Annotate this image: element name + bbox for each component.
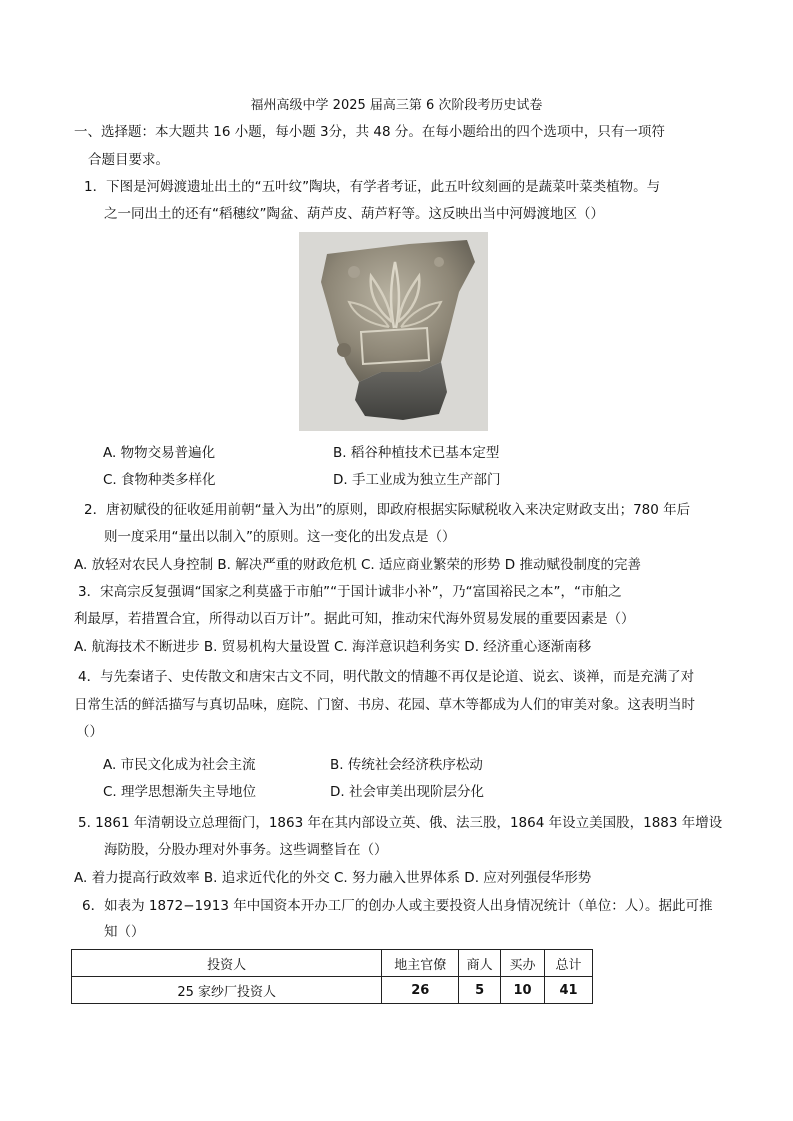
q2-options[interactable]: A. 放轻对农民人身控制 B. 解决严重的财政危机 C. 适应商业繁荣的形势 D 推动赋役制度的完善 [74, 557, 641, 573]
q3-stem-line2: 利最厚，若措置合宜，所得动以百万计”。据此可知，推动宋代海外贸易发展的重要因素是（） [74, 611, 635, 627]
table-cell: 10 [501, 977, 545, 1004]
exam-title: 福州高级中学 2025 届高三第 6 次阶段考历史试卷 [250, 98, 543, 113]
table-cell: 26 [382, 977, 459, 1004]
q5-stem-line1: 5. 1861 年清朝设立总理衙门，1863 年在其内部设立英、俄、法三股，1864 年设立美国股，1883 年增设 [78, 815, 723, 831]
q1-option-a[interactable]: A. 物物交易普遍化 [103, 445, 216, 461]
q4-stem-line2: 日常生活的鲜活描写与真切品味，庭院、门窗、书房、花园、草木等都成为人们的审美对象。这表明当时 [74, 697, 695, 713]
q4-option-a[interactable]: A. 市民文化成为社会主流 [103, 757, 256, 773]
section-instruction-line2: 合题目要求。 [88, 152, 169, 168]
pottery-shard-illustration [299, 232, 488, 431]
table-header-cell: 买办 [501, 950, 545, 977]
q2-stem-line1: 2．唐初赋役的征收延用前朝“量入为出”的原则，即政府根据实际赋税收入来决定财政支出；780 年后 [84, 502, 691, 518]
table-cell: 25 家纱厂投资人 [72, 977, 382, 1004]
q4-option-d[interactable]: D. 社会审美出现阶层分化 [330, 784, 484, 800]
q1-stem-line2: 之一同出土的还有“稻穗纹”陶盆、葫芦皮、葫芦籽等。这反映出当中河姆渡地区（） [104, 206, 604, 222]
q4-stem-line3: （） [76, 724, 103, 740]
q6-stem-line1: 6．如表为 1872−1913 年中国资本开办工厂的创办人或主要投资人出身情况统计（单位：人）。据此可推 [82, 898, 713, 914]
table-row [72, 977, 593, 1004]
table-cell: 41 [545, 977, 593, 1004]
q1-stem-line1: 1．下图是河姆渡遗址出土的“五叶纹”陶块，有学者考证，此五叶纹刻画的是蔬菜叶菜类植物。与 [84, 179, 661, 195]
q1-option-d[interactable]: D. 手工业成为独立生产部门 [333, 472, 501, 488]
five-leaf-pattern-pottery-photo [299, 232, 488, 431]
q4-stem-line1: 4．与先秦诸子、史传散文和唐宋古文不同，明代散文的情趣不再仅是论道、说玄、谈禅，而是充满了对 [78, 669, 695, 685]
investor-origin-table [71, 949, 593, 1004]
q6-stem-line2: 知（） [104, 924, 145, 940]
q1-option-b[interactable]: B. 稻谷种植技术已基本定型 [333, 445, 500, 461]
table-header-row [72, 950, 593, 977]
q3-options[interactable]: A. 航海技术不断进步 B. 贸易机构大量设置 C. 海洋意识趋利务实 D. 经济重心逐渐南移 [74, 639, 592, 655]
q4-option-b[interactable]: B. 传统社会经济秩序松动 [330, 757, 483, 773]
q3-stem-line1: 3．宋高宗反复强调“国家之利莫盛于市舶”“于国计诚非小补”，乃“富国裕民之本”，“市舶之 [78, 584, 622, 600]
table-header-cell: 地主官僚 [382, 950, 459, 977]
section-instruction-line1: 一、选择题：本大题共 16 小题，每小题 3分，共 48 分。在每小题给出的四个选项中，只有一项符 [74, 124, 665, 140]
table-cell: 5 [459, 977, 501, 1004]
q2-stem-line2: 则一度采用“量出以制入”的原则。这一变化的出发点是（） [104, 529, 456, 545]
q4-option-c[interactable]: C. 理学思想渐失主导地位 [103, 784, 257, 800]
table-header-cell: 投资人 [72, 950, 382, 977]
table-header-cell: 总计 [545, 950, 593, 977]
q5-stem-line2: 海防股，分股办理对外事务。这些调整旨在（） [104, 842, 388, 858]
q1-option-c[interactable]: C. 食物种类多样化 [103, 472, 216, 488]
table-header-cell: 商人 [459, 950, 501, 977]
q5-options[interactable]: A. 着力提高行政效率 B. 追求近代化的外交 C. 努力融入世界体系 D. 应对列强侵华形势 [74, 870, 592, 886]
